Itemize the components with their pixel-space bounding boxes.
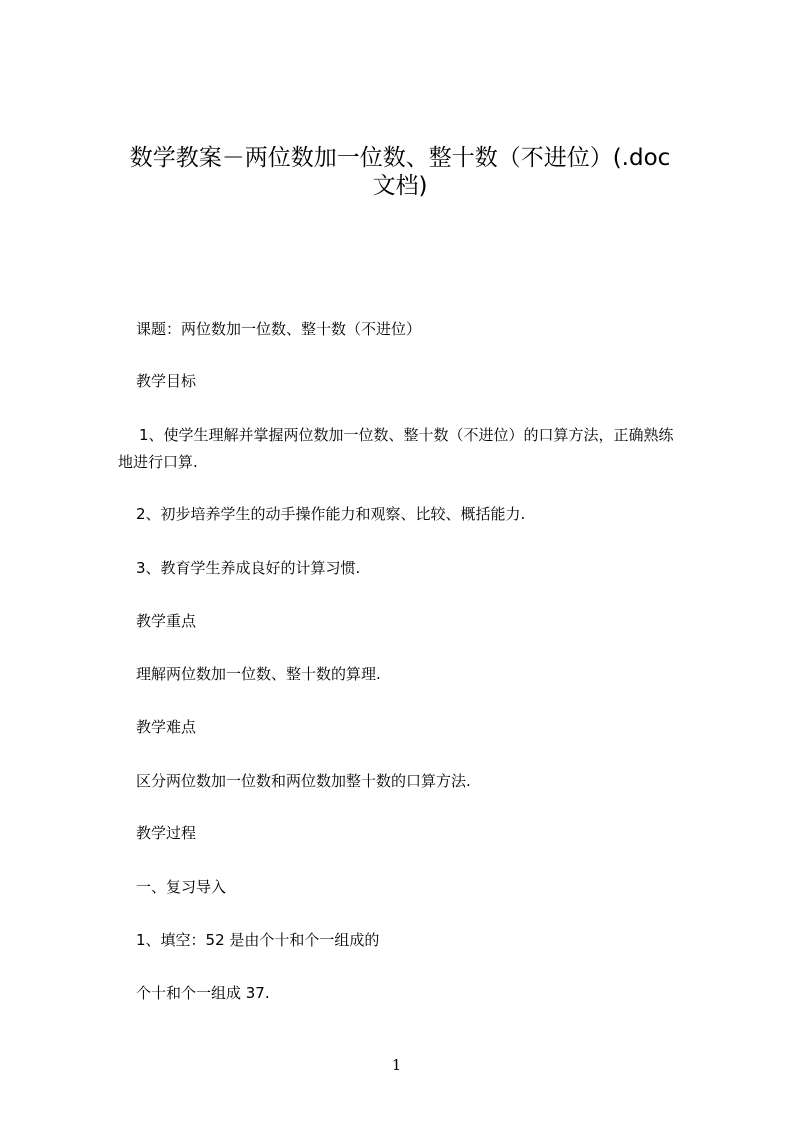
lesson-topic: 课题：两位数加一位数、整十数（不进位） — [136, 320, 422, 338]
section-review-intro: 一、复习导入 — [136, 878, 227, 896]
heading-teaching-objectives: 教学目标 — [136, 372, 197, 390]
page-number: 1 — [391, 1056, 402, 1074]
objective-1-line-1: 1、使学生理解并掌握两位数加一位数、整十数（不进位）的口算方法，正确熟练 — [139, 426, 674, 444]
objective-1-line-2: 地进行口算. — [118, 453, 198, 471]
teaching-difficulty-text: 区分两位数加一位数和两位数加整十数的口算方法. — [136, 772, 471, 790]
exercise-fill-blank-2: 个十和个一组成 37. — [136, 984, 270, 1002]
objective-3: 3、教育学生养成良好的计算习惯. — [136, 559, 361, 577]
teaching-focus-text: 理解两位数加一位数、整十数的算理. — [136, 665, 381, 683]
heading-teaching-focus: 教学重点 — [136, 612, 197, 630]
heading-teaching-difficulty: 教学难点 — [136, 718, 197, 736]
objective-2: 2、初步培养学生的动手操作能力和观察、比较、概括能力. — [136, 505, 526, 523]
heading-teaching-process: 教学过程 — [136, 824, 197, 842]
exercise-fill-blank-1: 1、填空：52 是由个十和个一组成的 — [136, 931, 380, 949]
document-title-line-1: 数学教案－两位数加一位数、整十数（不进位）(.doc — [129, 145, 671, 171]
document-title-line-2: 文档) — [372, 173, 428, 199]
